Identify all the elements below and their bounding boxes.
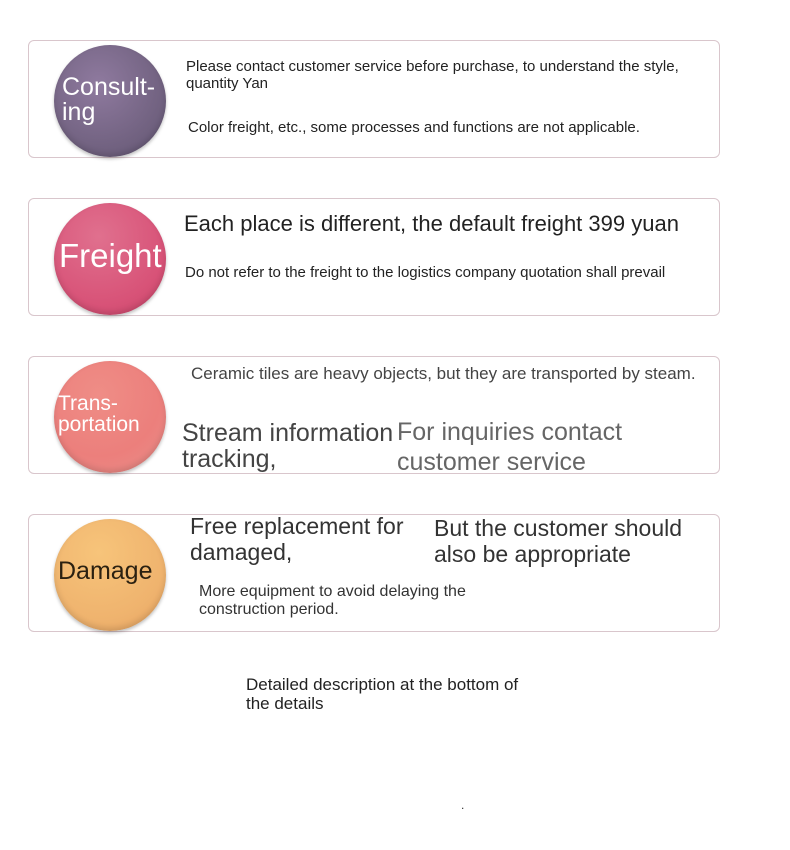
footer-note: Detailed description at the bottom of the details xyxy=(246,675,519,713)
damage-text-primary: Free replacement for damaged, xyxy=(190,513,404,566)
consulting-badge xyxy=(54,45,166,157)
transportation-badge xyxy=(54,361,166,473)
damage-label: Damage xyxy=(58,557,153,585)
transportation-text-contact: For inquiries contact customer service xyxy=(397,418,623,476)
consulting-card xyxy=(28,40,720,158)
freight-text-primary: Each place is different, the default freight 399 yuan xyxy=(184,211,679,236)
freight-text-secondary: Do not refer to the freight to the logistics company quotation shall prevail xyxy=(185,264,666,281)
freight-badge xyxy=(54,203,166,315)
consulting-label: Consult- ing xyxy=(62,73,156,126)
consulting-text-primary: Please contact customer service before purchase, to understand the style, quantity Yan xyxy=(186,58,679,93)
transportation-text-tracking: Stream information tracking, xyxy=(182,419,394,474)
freight-card xyxy=(28,198,720,316)
consulting-text-secondary: Color freight, etc., some processes and functions are not applicable. xyxy=(188,119,640,136)
stray-dot: . xyxy=(461,798,465,812)
damage-text-secondary: But the customer should also be appropriate xyxy=(434,515,683,568)
damage-badge xyxy=(54,519,166,631)
damage-text-tertiary: More equipment to avoid delaying the construction period. xyxy=(199,583,466,619)
transportation-label: Trans- portation xyxy=(58,392,140,436)
damage-card xyxy=(28,514,720,632)
freight-label: Freight xyxy=(59,237,162,274)
transportation-text-primary: Ceramic tiles are heavy objects, but they are transported by steam. xyxy=(191,364,696,383)
transportation-card xyxy=(28,356,720,474)
